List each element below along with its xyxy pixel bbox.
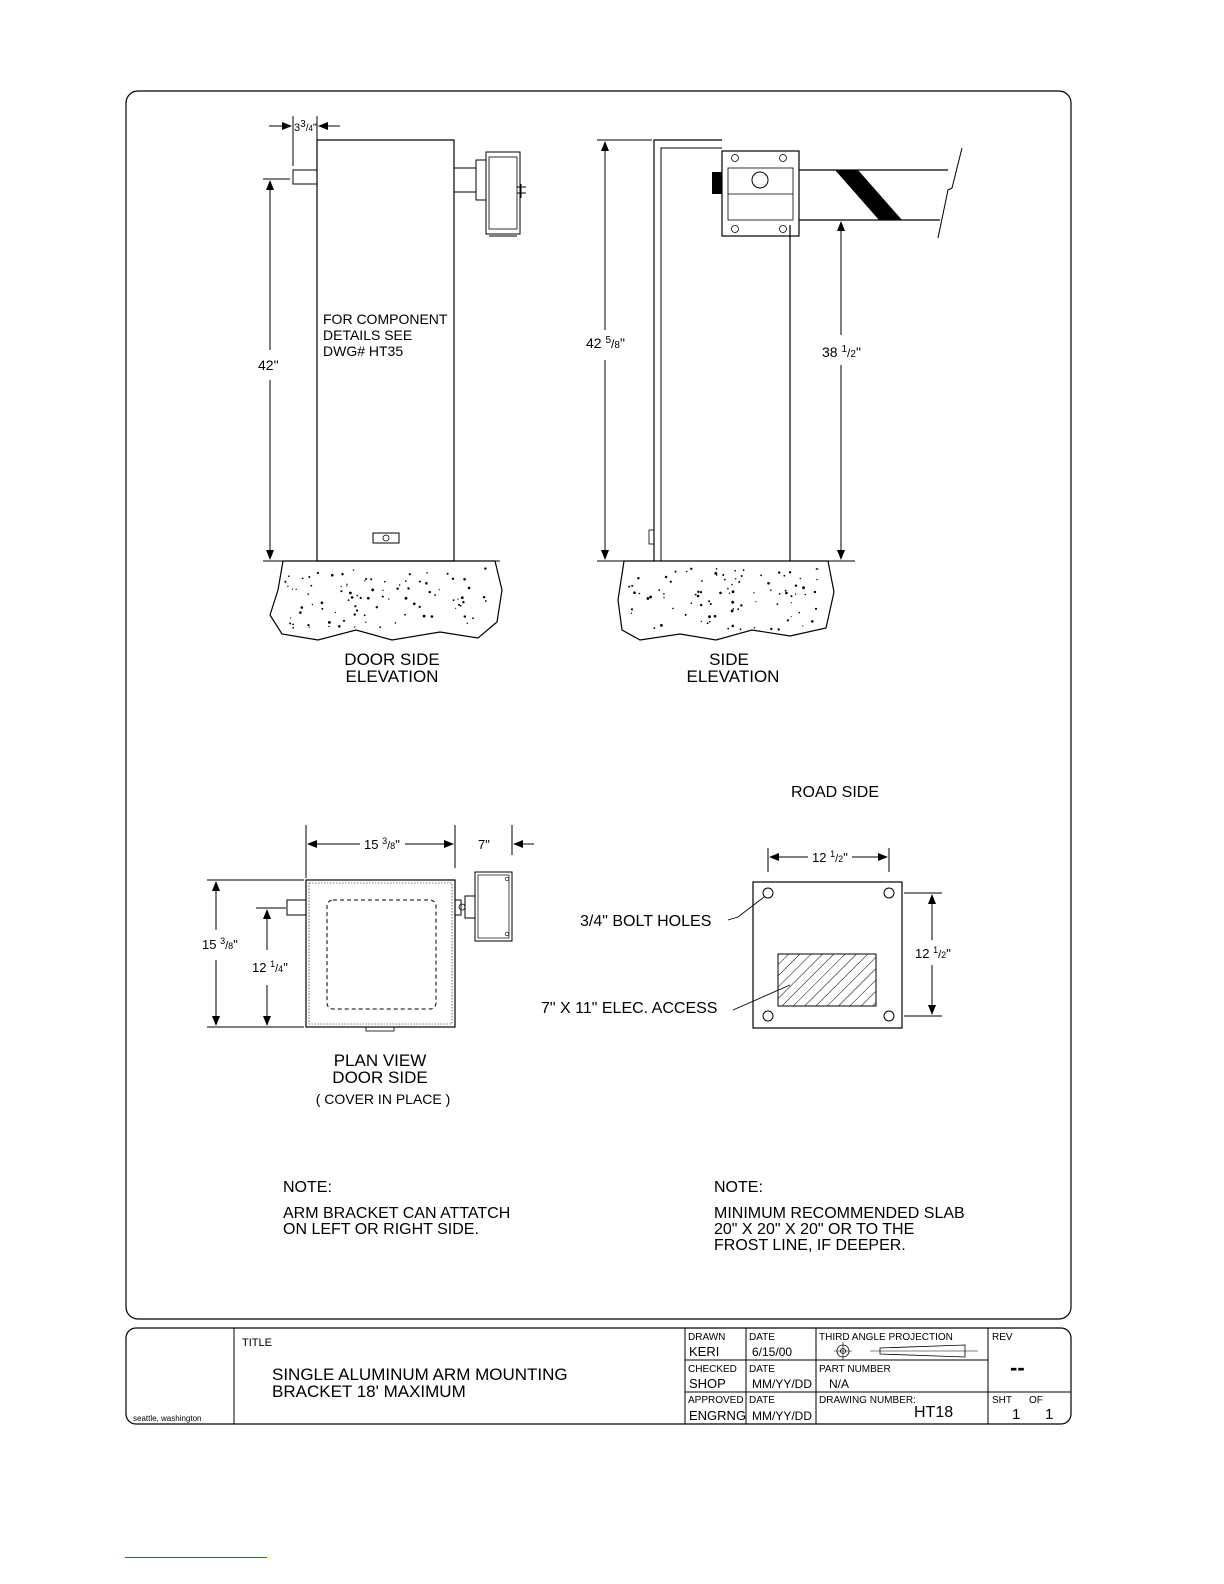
note-left-line2: ON LEFT OR RIGHT SIDE. — [283, 1221, 479, 1238]
speckle-dot — [789, 571, 791, 573]
speckle-dot — [670, 581, 672, 583]
checked-label: CHECKED — [688, 1364, 737, 1375]
rev-label: REV — [992, 1332, 1013, 1343]
speckle-dot — [802, 586, 805, 589]
company-location: seattle, washington — [133, 1414, 202, 1423]
speckle-dot — [724, 579, 726, 581]
speckle-dot — [289, 622, 291, 624]
note-right-line1: MINIMUM RECOMMENDED SLAB — [714, 1205, 965, 1222]
speckle-dot — [384, 581, 386, 583]
door-note-line3: DWG# HT35 — [323, 343, 404, 359]
note-right-line3: FROST LINE, IF DEEPER. — [714, 1237, 906, 1254]
speckle-dot — [767, 582, 770, 585]
concrete-slab — [618, 561, 834, 640]
speckle-dot — [731, 584, 733, 586]
door-caption-line1: DOOR SIDE — [344, 650, 440, 669]
side-elevation — [586, 140, 962, 686]
speckle-dot — [463, 578, 466, 581]
speckle-dot — [349, 592, 352, 595]
footer-link-underline — [125, 1557, 267, 1558]
speckle-dot — [760, 575, 762, 577]
speckle-dot — [365, 578, 367, 580]
slab-dim-height: 12 $^1_/$2" — [915, 945, 951, 961]
side-dim-height: 42 $^5$/8" — [586, 335, 625, 351]
elec-access-hatch — [778, 954, 876, 1006]
speckle-dot — [631, 613, 632, 614]
plan-caption-line1: PLAN VIEW — [333, 1051, 427, 1070]
speckle-dot — [770, 628, 772, 630]
slab-dim-width: 12 $^1_/$2" — [812, 849, 848, 865]
title-line1: SINGLE ALUMINUM ARM MOUNTING — [272, 1365, 568, 1384]
speckle-dot — [741, 575, 743, 577]
speckle-dot — [379, 626, 381, 628]
bolt-holes-label: 3/4" BOLT HOLES — [580, 913, 712, 930]
concrete-speckle — [284, 567, 486, 628]
speckle-dot — [485, 600, 487, 602]
speckle-dot — [405, 580, 407, 582]
speckle-dot — [307, 624, 309, 626]
speckle-dot — [287, 586, 288, 587]
speckle-dot — [738, 581, 740, 583]
door-note-line2: DETAILS SEE — [323, 327, 413, 343]
speckle-dot — [737, 608, 739, 610]
concrete-speckle — [628, 568, 818, 631]
speckle-dot — [399, 584, 401, 586]
speckle-dot — [727, 628, 729, 630]
speckle-dot — [364, 580, 365, 581]
speckle-dot — [716, 574, 717, 575]
speckle-dot — [710, 603, 712, 605]
side-dim-arm: 38 $^1$/2" — [822, 344, 861, 360]
speckle-dot — [423, 615, 426, 618]
title-label: TITLE — [242, 1337, 272, 1349]
speckle-dot — [735, 578, 736, 579]
speckle-dot — [419, 581, 421, 583]
speckle-dot — [663, 597, 664, 598]
projection-label: THIRD ANGLE PROJECTION — [819, 1332, 953, 1343]
speckle-dot — [791, 616, 792, 617]
bolt-hole — [884, 1011, 894, 1021]
speckle-dot — [312, 604, 313, 605]
speckle-dot — [753, 592, 754, 593]
part-number-label: PART NUMBER — [819, 1364, 891, 1375]
speckle-dot — [354, 605, 356, 607]
speckle-dot — [340, 590, 342, 592]
speckle-dot — [425, 582, 428, 585]
sheet-label: SHT — [992, 1395, 1012, 1406]
speckle-dot — [653, 627, 655, 629]
speckle-dot — [348, 599, 350, 601]
speckle-dot — [700, 604, 702, 606]
speckle-dot — [799, 612, 801, 614]
door-dim-height: 42" — [258, 357, 279, 373]
door-side-elevation — [258, 116, 526, 686]
title-line2: BRACKET 18' MAXIMUM — [272, 1382, 466, 1401]
speckle-dot — [292, 589, 293, 590]
speckle-dot — [419, 606, 421, 608]
speckle-dot — [354, 626, 355, 627]
speckle-dot — [483, 596, 485, 598]
plan-dim-inner: 12 $^1_/$4" — [252, 959, 288, 975]
speckle-dot — [815, 608, 817, 610]
speckle-dot — [458, 604, 460, 606]
speckle-dot — [472, 617, 474, 619]
speckle-dot — [732, 590, 735, 593]
speckle-dot — [686, 571, 688, 573]
speckle-dot — [714, 572, 717, 575]
note-left-heading: NOTE: — [283, 1179, 332, 1196]
speckle-dot — [331, 574, 334, 577]
speckle-dot — [647, 597, 650, 600]
speckle-dot — [290, 617, 291, 618]
speckle-dot — [778, 571, 780, 573]
speckle-dot — [426, 572, 428, 574]
rev-value: -- — [1010, 1355, 1025, 1380]
speckle-dot — [700, 591, 702, 593]
approved-value: ENGRNG — [689, 1408, 747, 1423]
note-right-line2: 20" X 20" X 20" OR TO THE — [714, 1221, 915, 1238]
speckle-dot — [691, 602, 693, 604]
speckle-dot — [317, 572, 319, 574]
approved-date: MM/YY/DD — [752, 1409, 812, 1423]
drawn-date: 6/15/00 — [752, 1345, 793, 1359]
speckle-dot — [770, 589, 772, 591]
speckle-dot — [690, 568, 692, 570]
speckle-dot — [777, 603, 779, 605]
speckle-dot — [447, 573, 449, 575]
speckle-dot — [413, 603, 416, 606]
speckle-dot — [328, 621, 331, 624]
speckle-dot — [292, 627, 294, 629]
speckle-dot — [462, 601, 464, 603]
speckle-dot — [346, 585, 347, 586]
speckle-dot — [628, 586, 630, 588]
speckle-dot — [727, 588, 729, 590]
elec-access-label: 7" X 11" ELEC. ACCESS — [541, 1000, 718, 1017]
speckle-dot — [460, 605, 462, 607]
sheet-number: 1 — [1012, 1406, 1021, 1423]
road-side-label: ROAD SIDE — [791, 784, 880, 801]
lock-icon — [373, 533, 399, 543]
speckle-dot — [439, 589, 440, 590]
speckle-dot — [795, 585, 797, 587]
drawn-label: DRAWN — [688, 1332, 726, 1343]
speckle-dot — [663, 593, 665, 595]
sheet-total: 1 — [1045, 1406, 1054, 1423]
speckle-dot — [631, 608, 633, 610]
note-left-line1: ARM BRACKET CAN ATTATCH — [283, 1205, 511, 1222]
speckle-dot — [685, 614, 687, 616]
speckle-dot — [701, 580, 703, 582]
speckle-dot — [308, 576, 310, 578]
speckle-dot — [733, 608, 735, 610]
drawing-border — [126, 91, 1071, 1319]
speckle-dot — [367, 597, 370, 600]
speckle-dot — [637, 577, 639, 579]
plan-caption-line2: DOOR SIDE — [332, 1068, 428, 1087]
speckle-dot — [660, 624, 663, 627]
speckle-dot — [800, 578, 801, 579]
speckle-dot — [382, 590, 383, 591]
speckle-dot — [382, 596, 384, 598]
speckle-dot — [455, 608, 456, 609]
speckle-dot — [816, 568, 818, 570]
speckle-dot — [731, 601, 734, 604]
speckle-dot — [732, 625, 735, 628]
speckle-dot — [371, 589, 374, 592]
speckle-dot — [296, 589, 297, 590]
speckle-dot — [452, 578, 454, 580]
speckle-dot — [697, 591, 699, 593]
speckle-dot — [396, 588, 398, 590]
speckle-dot — [388, 598, 389, 599]
title-block — [126, 1328, 1071, 1424]
speckle-dot — [354, 613, 356, 615]
projection-symbol-icon — [834, 1342, 978, 1360]
plan-dim-depth: 15 $^3_/$8" — [202, 936, 238, 952]
speckle-dot — [734, 570, 736, 572]
note-right-heading: NOTE: — [714, 1179, 763, 1196]
speckle-dot — [811, 620, 814, 623]
speckle-dot — [340, 586, 341, 587]
plan-dim-arm: 7" — [478, 837, 490, 852]
speckle-dot — [335, 612, 336, 613]
speckle-dot — [639, 593, 641, 595]
approved-date-label: DATE — [749, 1395, 775, 1406]
speckle-dot — [341, 573, 343, 575]
speckle-dot — [814, 591, 816, 593]
speckle-dot — [709, 621, 711, 623]
speckle-dot — [364, 614, 366, 616]
bolt-hole — [884, 888, 894, 898]
speckle-dot — [716, 568, 718, 570]
speckle-dot — [708, 600, 710, 602]
speckle-dot — [434, 594, 436, 596]
speckle-dot — [649, 596, 652, 599]
speckle-dot — [729, 593, 730, 594]
door-note-line1: FOR COMPONENT — [323, 311, 448, 327]
speckle-dot — [719, 592, 722, 595]
speckle-dot — [365, 622, 366, 623]
speckle-dot — [321, 601, 324, 604]
speckle-dot — [791, 595, 793, 597]
speckle-dot — [284, 581, 286, 583]
drawn-value: KERI — [689, 1344, 720, 1359]
speckle-dot — [755, 601, 756, 602]
speckle-dot — [328, 626, 329, 627]
speckle-dot — [722, 574, 724, 576]
speckle-dot — [802, 625, 803, 626]
speckle-dot — [743, 569, 745, 571]
plan-view — [202, 825, 534, 1107]
speckle-dot — [795, 593, 796, 594]
speckle-dot — [464, 615, 466, 617]
door-dim-top: 33/4" — [294, 119, 317, 134]
speckle-dot — [431, 615, 434, 618]
speckle-dot — [631, 585, 633, 587]
speckle-dot — [360, 597, 362, 599]
speckle-dot — [407, 587, 409, 589]
speckle-dot — [816, 579, 817, 580]
speckle-dot — [310, 585, 312, 587]
checked-date-label: DATE — [749, 1364, 775, 1375]
speckle-dot — [453, 599, 455, 601]
bolt-hole — [763, 888, 773, 898]
speckle-dot — [791, 602, 792, 603]
speckle-dot — [817, 568, 818, 569]
checked-date: MM/YY/DD — [752, 1377, 812, 1391]
speckle-dot — [307, 593, 309, 595]
speckle-dot — [309, 627, 310, 628]
speckle-dot — [731, 610, 734, 613]
speckle-dot — [302, 578, 304, 580]
speckle-dot — [409, 573, 411, 575]
speckle-dot — [672, 608, 674, 610]
door-caption-line2: ELEVATION — [345, 667, 439, 686]
speckle-dot — [468, 587, 471, 590]
speckle-dot — [457, 599, 458, 600]
part-number: N/A — [829, 1377, 850, 1391]
speckle-dot — [351, 596, 354, 599]
speckle-dot — [356, 609, 358, 611]
speckle-dot — [404, 614, 406, 616]
speckle-dot — [292, 624, 294, 626]
speckle-dot — [707, 622, 709, 624]
speckle-dot — [701, 621, 702, 622]
speckle-dot — [370, 578, 372, 580]
speckle-dot — [785, 592, 788, 595]
speckle-dot — [461, 596, 464, 599]
speckle-dot — [321, 608, 323, 610]
speckle-dot — [708, 615, 711, 618]
side-caption-line1: SIDE — [709, 650, 749, 669]
speckle-dot — [740, 628, 742, 630]
slab-plan — [541, 784, 951, 1028]
speckle-dot — [697, 595, 700, 598]
plan-cabinet — [306, 880, 455, 1027]
speckle-dot — [714, 615, 717, 618]
notes — [283, 1179, 965, 1254]
speckle-dot — [787, 619, 789, 621]
speckle-dot — [779, 593, 781, 595]
speckle-dot — [429, 591, 431, 593]
speckle-dot — [484, 567, 486, 569]
arm-mount-plate — [722, 151, 799, 236]
bolt-hole — [763, 1011, 773, 1021]
side-caption-line2: ELEVATION — [686, 667, 780, 686]
checked-value: SHOP — [689, 1376, 726, 1391]
speckle-dot — [665, 576, 667, 578]
speckle-dot — [754, 627, 755, 628]
speckle-dot — [346, 584, 347, 585]
speckle-dot — [299, 611, 302, 614]
speckle-dot — [675, 571, 677, 573]
speckle-dot — [301, 606, 304, 609]
drawn-date-label: DATE — [749, 1332, 775, 1343]
drawing-number-label: DRAWING NUMBER: — [819, 1395, 916, 1406]
speckle-dot — [376, 606, 378, 608]
speckle-dot — [405, 597, 408, 600]
drawing-number: HT18 — [914, 1404, 954, 1421]
approved-label: APPROVED — [688, 1395, 744, 1406]
plan-caption-line3: ( COVER IN PLACE ) — [315, 1091, 451, 1107]
speckle-dot — [658, 589, 660, 591]
speckle-dot — [785, 590, 787, 592]
speckle-dot — [778, 628, 780, 630]
speckle-dot — [467, 623, 468, 624]
plan-dim-width: 15 $^3_/$8" — [364, 836, 400, 852]
speckle-dot — [343, 620, 345, 622]
speckle-dot — [783, 575, 785, 577]
speckle-dot — [805, 594, 807, 596]
speckle-dot — [338, 625, 341, 628]
speckle-dot — [288, 575, 290, 577]
speckle-dot — [356, 595, 358, 597]
speckle-dot — [353, 570, 354, 571]
speckle-dot — [695, 594, 697, 596]
speckle-dot — [740, 604, 742, 606]
concrete-slab — [270, 561, 502, 640]
speckle-dot — [633, 591, 636, 594]
speckle-dot — [395, 622, 397, 624]
of-label: OF — [1029, 1395, 1043, 1406]
